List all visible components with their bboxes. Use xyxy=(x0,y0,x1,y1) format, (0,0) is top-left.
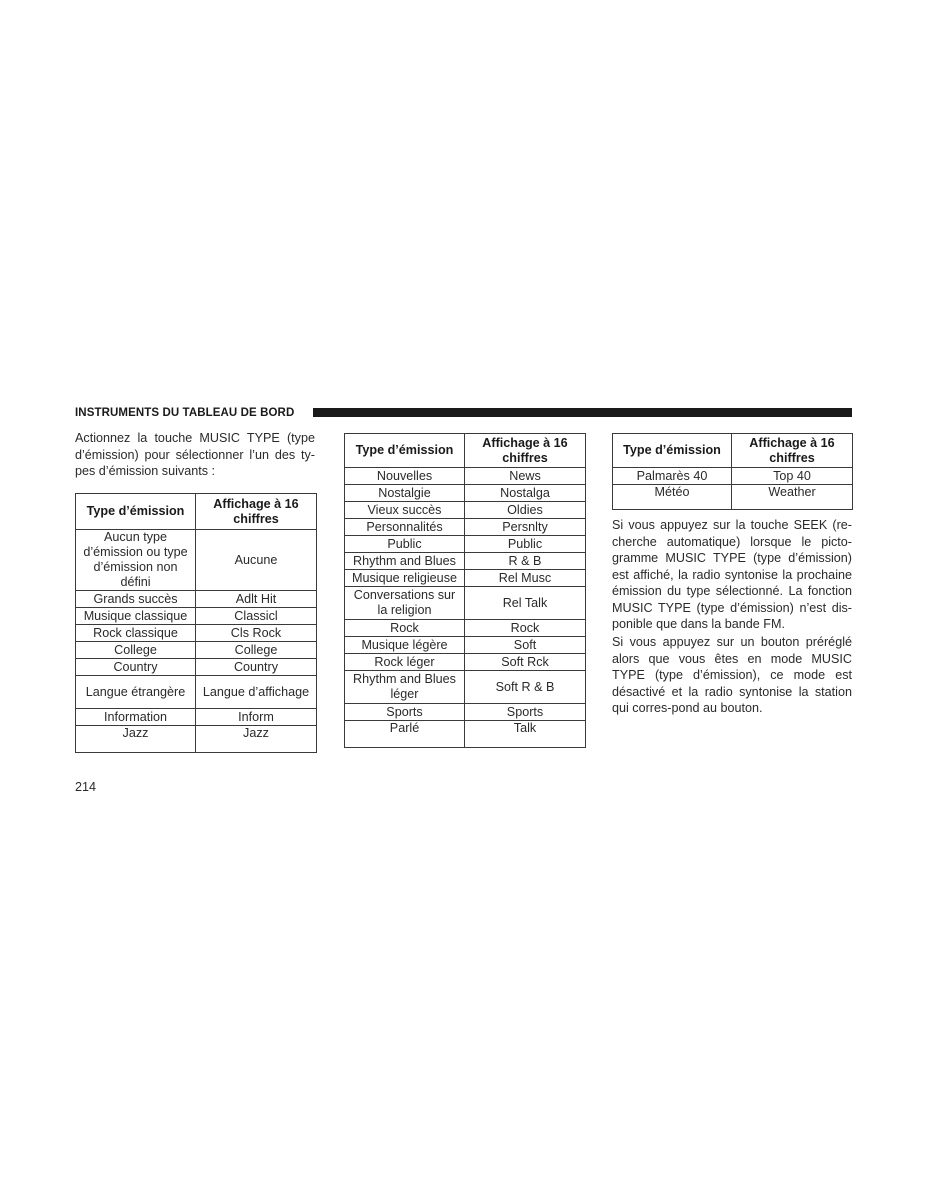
section-title: INSTRUMENTS DU TABLEAU DE BORD xyxy=(75,407,295,419)
table-row xyxy=(345,654,586,671)
header-type: Type d’émission xyxy=(613,434,732,468)
seek-paragraph: Si vous appuyez sur la touche SEEK (re-cherche automatique) lorsque le picto-gramme MUSIC TYPE (type d’émission) est affiché, la radio syntonise la prochaine émission du type sélectionné. La fonction MUSIC TYPE (type d’émission) n’est dis-ponible que dans la bande FM. xyxy=(612,518,852,631)
table-row xyxy=(345,637,586,654)
table-row xyxy=(76,591,317,608)
cell-type: College xyxy=(76,642,196,659)
table-row xyxy=(345,620,586,637)
cell-display: Sports xyxy=(465,704,586,721)
cell-type: Nouvelles xyxy=(345,468,465,485)
cell-display: Talk xyxy=(465,721,586,748)
header-display: Affichage à 16 chiffres xyxy=(196,494,317,530)
cell-type: Nostalgie xyxy=(345,485,465,502)
cell-display: Top 40 xyxy=(732,468,853,485)
table-row xyxy=(345,704,586,721)
cell-display: Jazz xyxy=(196,726,317,753)
cell-type: Public xyxy=(345,536,465,553)
table-row xyxy=(76,709,317,726)
cell-display: Oldies xyxy=(465,502,586,519)
table-row xyxy=(76,659,317,676)
cell-type: Rock léger xyxy=(345,654,465,671)
cell-display: Soft xyxy=(465,637,586,654)
cell-type: Conversations sur la religion xyxy=(345,587,465,620)
cell-display: Langue d’affichage xyxy=(196,676,317,709)
table-header-row xyxy=(613,434,853,468)
cell-display: Rock xyxy=(465,620,586,637)
cell-type: Rhythm and Blues xyxy=(345,553,465,570)
table-row xyxy=(613,468,853,485)
table-row xyxy=(345,671,586,704)
cell-type: Météo xyxy=(613,485,732,510)
cell-display: Inform xyxy=(196,709,317,726)
cell-type: Musique religieuse xyxy=(345,570,465,587)
cell-type: Jazz xyxy=(76,726,196,753)
cell-display: Soft Rck xyxy=(465,654,586,671)
cell-display: Nostalga xyxy=(465,485,586,502)
table-row xyxy=(345,485,586,502)
table-row xyxy=(613,485,853,510)
cell-type: Personnalités xyxy=(345,519,465,536)
table-row xyxy=(345,502,586,519)
cell-display: Soft R & B xyxy=(465,671,586,704)
header-type: Type d’émission xyxy=(76,494,196,530)
table-row xyxy=(76,530,317,591)
intro-paragraph: Actionnez la touche MUSIC TYPE (type d’émission) pour sélectionner l’un des ty-pes d’émission suivants : xyxy=(75,431,315,478)
cell-display: Weather xyxy=(732,485,853,510)
table-row xyxy=(345,721,586,748)
header-display: Affichage à 16 chiffres xyxy=(732,434,853,468)
cell-type: Musique classique xyxy=(76,608,196,625)
music-type-table-2 xyxy=(344,433,586,748)
cell-display: Aucune xyxy=(196,530,317,591)
header-display: Affichage à 16 chiffres xyxy=(465,434,586,468)
cell-display: Persnlty xyxy=(465,519,586,536)
table-row xyxy=(345,553,586,570)
cell-display: Adlt Hit xyxy=(196,591,317,608)
table-row xyxy=(345,468,586,485)
cell-display: Public xyxy=(465,536,586,553)
cell-display: Rel Musc xyxy=(465,570,586,587)
cell-display: Country xyxy=(196,659,317,676)
header-type: Type d’émission xyxy=(345,434,465,468)
music-type-table-3 xyxy=(612,433,853,510)
cell-display: Classicl xyxy=(196,608,317,625)
cell-display: Rel Talk xyxy=(465,587,586,620)
cell-type: Rock classique xyxy=(76,625,196,642)
table-row xyxy=(76,642,317,659)
cell-type: Grands succès xyxy=(76,591,196,608)
table-row xyxy=(345,587,586,620)
cell-display: Cls Rock xyxy=(196,625,317,642)
cell-type: Vieux succès xyxy=(345,502,465,519)
table-row xyxy=(76,726,317,753)
table-header-row xyxy=(345,434,586,468)
cell-display: College xyxy=(196,642,317,659)
preset-paragraph: Si vous appuyez sur un bouton préréglé alors que vous êtes en mode MUSIC TYPE (type d’émission), ce mode est désactivé et la radio syntonise la station qui corres-pond au bouton. xyxy=(612,635,852,715)
cell-display: R & B xyxy=(465,553,586,570)
cell-type: Rhythm and Blues léger xyxy=(345,671,465,704)
page-number: 214 xyxy=(75,780,97,794)
cell-type: Palmarès 40 xyxy=(613,468,732,485)
table-row xyxy=(345,570,586,587)
cell-display: News xyxy=(465,468,586,485)
cell-type: Rock xyxy=(345,620,465,637)
table-row xyxy=(76,625,317,642)
table-row xyxy=(345,536,586,553)
cell-type: Information xyxy=(76,709,196,726)
table-row xyxy=(76,608,317,625)
cell-type: Country xyxy=(76,659,196,676)
table-header-row xyxy=(76,494,317,530)
cell-type: Musique légère xyxy=(345,637,465,654)
section-header xyxy=(75,406,852,420)
table-row xyxy=(76,676,317,709)
cell-type: Aucun type d’émission ou type d’émission non défini xyxy=(76,530,196,591)
cell-type: Langue étrangère xyxy=(76,676,196,709)
cell-type: Sports xyxy=(345,704,465,721)
table-row xyxy=(345,519,586,536)
cell-type: Parlé xyxy=(345,721,465,748)
header-rule xyxy=(313,408,852,417)
music-type-table-1 xyxy=(75,493,317,753)
